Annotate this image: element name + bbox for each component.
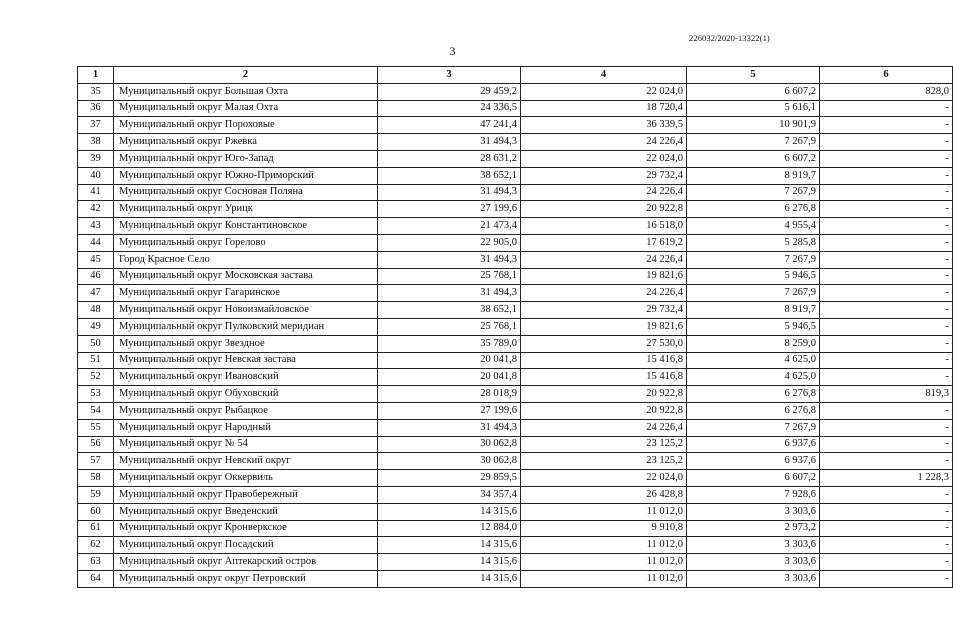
value-cell: 8 259,0 xyxy=(687,335,820,352)
value-cell: 819,3 xyxy=(820,386,953,403)
value-cell: 31 494,3 xyxy=(378,251,521,268)
district-name-cell: Муниципальный округ Константиновское xyxy=(114,218,378,235)
value-cell: 21 473,4 xyxy=(378,218,521,235)
page-number: 3 xyxy=(449,44,456,58)
value-cell: 23 125,2 xyxy=(521,453,687,470)
row-number-cell: 54 xyxy=(78,402,114,419)
value-cell: 5 946,5 xyxy=(687,268,820,285)
table-row xyxy=(78,486,953,503)
value-cell: 22 905,0 xyxy=(378,234,521,251)
row-number-cell: 58 xyxy=(78,470,114,487)
value-cell: 38 652,1 xyxy=(378,167,521,184)
table-row xyxy=(78,436,953,453)
district-name-cell: Муниципальный округ Московская застава xyxy=(114,268,378,285)
value-cell: 30 062,8 xyxy=(378,453,521,470)
value-cell: - xyxy=(820,570,953,587)
column-header: 2 xyxy=(114,67,378,84)
value-cell: 31 494,3 xyxy=(378,184,521,201)
value-cell: - xyxy=(820,218,953,235)
value-cell: 24 226,4 xyxy=(521,251,687,268)
value-cell: 8 919,7 xyxy=(687,167,820,184)
value-cell: 34 357,4 xyxy=(378,486,521,503)
row-number-cell: 39 xyxy=(78,150,114,167)
row-number-cell: 60 xyxy=(78,503,114,520)
table-row xyxy=(78,201,953,218)
value-cell: 3 303,6 xyxy=(687,537,820,554)
district-name-cell: Муниципальный округ Введенский xyxy=(114,503,378,520)
value-cell: 11 012,0 xyxy=(521,570,687,587)
value-cell: - xyxy=(820,537,953,554)
table-row xyxy=(78,537,953,554)
column-header: 1 xyxy=(78,67,114,84)
value-cell: 14 315,6 xyxy=(378,537,521,554)
value-cell: 6 937,6 xyxy=(687,453,820,470)
row-number-cell: 35 xyxy=(78,83,114,100)
value-cell: 26 428,8 xyxy=(521,486,687,503)
value-cell: 24 226,4 xyxy=(521,184,687,201)
value-cell: 6 607,2 xyxy=(687,150,820,167)
column-header: 3 xyxy=(378,67,521,84)
value-cell: 7 267,9 xyxy=(687,184,820,201)
row-number-cell: 36 xyxy=(78,100,114,117)
table-row xyxy=(78,184,953,201)
district-name-cell: Муниципальный округ Кронверкское xyxy=(114,520,378,537)
value-cell: 38 652,1 xyxy=(378,302,521,319)
value-cell: 29 732,4 xyxy=(521,302,687,319)
table-row xyxy=(78,470,953,487)
value-cell: 24 336,5 xyxy=(378,100,521,117)
district-name-cell: Муниципальный округ Урицк xyxy=(114,201,378,218)
district-name-cell: Муниципальный округ Ивановский xyxy=(114,369,378,386)
value-cell: 29 859,5 xyxy=(378,470,521,487)
value-cell: 11 012,0 xyxy=(521,537,687,554)
district-name-cell: Муниципальный округ Южно-Приморский xyxy=(114,167,378,184)
value-cell: - xyxy=(820,486,953,503)
value-cell: - xyxy=(820,184,953,201)
row-number-cell: 42 xyxy=(78,201,114,218)
district-name-cell: Муниципальный округ округ Петровский xyxy=(114,570,378,587)
value-cell: - xyxy=(820,436,953,453)
row-number-cell: 51 xyxy=(78,352,114,369)
row-number-cell: 45 xyxy=(78,251,114,268)
document-number: 226032/2020-13322(1) xyxy=(689,33,770,43)
value-cell: 4 625,0 xyxy=(687,352,820,369)
value-cell: 4 625,0 xyxy=(687,369,820,386)
table-row xyxy=(78,570,953,587)
value-cell: - xyxy=(820,268,953,285)
row-number-cell: 52 xyxy=(78,369,114,386)
row-number-cell: 62 xyxy=(78,537,114,554)
table-row xyxy=(78,352,953,369)
value-cell: 12 884,0 xyxy=(378,520,521,537)
value-cell: 19 821,6 xyxy=(521,318,687,335)
district-name-cell: Муниципальный округ Народный xyxy=(114,419,378,436)
value-cell: 35 789,0 xyxy=(378,335,521,352)
district-name-cell: Муниципальный округ Гагаринское xyxy=(114,285,378,302)
value-cell: 24 226,4 xyxy=(521,419,687,436)
value-cell: 7 267,9 xyxy=(687,251,820,268)
value-cell: - xyxy=(820,167,953,184)
table-row xyxy=(78,369,953,386)
value-cell: 24 226,4 xyxy=(521,285,687,302)
value-cell: 14 315,6 xyxy=(378,570,521,587)
table-row xyxy=(78,167,953,184)
table-row xyxy=(78,117,953,134)
value-cell: 22 024,0 xyxy=(521,150,687,167)
value-cell: - xyxy=(820,352,953,369)
value-cell: 1 228,3 xyxy=(820,470,953,487)
value-cell: - xyxy=(820,234,953,251)
value-cell: 10 901,9 xyxy=(687,117,820,134)
district-name-cell: Муниципальный округ Юго-Запад xyxy=(114,150,378,167)
budget-table xyxy=(77,66,953,588)
district-name-cell: Муниципальный округ Новоизмайловское xyxy=(114,302,378,319)
district-name-cell: Муниципальный округ Малая Охта xyxy=(114,100,378,117)
table-row xyxy=(78,150,953,167)
table-row xyxy=(78,218,953,235)
row-number-cell: 57 xyxy=(78,453,114,470)
row-number-cell: 50 xyxy=(78,335,114,352)
row-number-cell: 63 xyxy=(78,554,114,571)
table-row xyxy=(78,419,953,436)
table-row xyxy=(78,386,953,403)
district-name-cell: Муниципальный округ Невская застава xyxy=(114,352,378,369)
value-cell: 11 012,0 xyxy=(521,554,687,571)
value-cell: - xyxy=(820,285,953,302)
value-cell: 20 922,8 xyxy=(521,201,687,218)
value-cell: 7 267,9 xyxy=(687,419,820,436)
district-name-cell: Муниципальный округ Правобережный xyxy=(114,486,378,503)
value-cell: 7 267,9 xyxy=(687,285,820,302)
table-row xyxy=(78,520,953,537)
value-cell: 29 459,2 xyxy=(378,83,521,100)
value-cell: - xyxy=(820,520,953,537)
table-row xyxy=(78,234,953,251)
value-cell: - xyxy=(820,302,953,319)
value-cell: 28 631,2 xyxy=(378,150,521,167)
value-cell: 28 018,9 xyxy=(378,386,521,403)
value-cell: - xyxy=(820,453,953,470)
district-name-cell: Муниципальный округ Рыбацкое xyxy=(114,402,378,419)
row-number-cell: 64 xyxy=(78,570,114,587)
value-cell: 9 910,8 xyxy=(521,520,687,537)
value-cell: - xyxy=(820,554,953,571)
value-cell: 25 768,1 xyxy=(378,268,521,285)
value-cell: - xyxy=(820,150,953,167)
value-cell: - xyxy=(820,201,953,218)
value-cell: 23 125,2 xyxy=(521,436,687,453)
row-number-cell: 55 xyxy=(78,419,114,436)
value-cell: 6 276,8 xyxy=(687,386,820,403)
table-row xyxy=(78,302,953,319)
value-cell: 3 303,6 xyxy=(687,554,820,571)
value-cell: - xyxy=(820,117,953,134)
row-number-cell: 46 xyxy=(78,268,114,285)
district-name-cell: Муниципальный округ Аптекарский остров xyxy=(114,554,378,571)
value-cell: 7 267,9 xyxy=(687,134,820,151)
value-cell: 14 315,6 xyxy=(378,554,521,571)
row-number-cell: 41 xyxy=(78,184,114,201)
table-row xyxy=(78,83,953,100)
value-cell: 22 024,0 xyxy=(521,83,687,100)
value-cell: 20 922,8 xyxy=(521,386,687,403)
value-cell: 29 732,4 xyxy=(521,167,687,184)
value-cell: 5 285,8 xyxy=(687,234,820,251)
row-number-cell: 47 xyxy=(78,285,114,302)
row-number-cell: 38 xyxy=(78,134,114,151)
district-name-cell: Муниципальный округ Звездное xyxy=(114,335,378,352)
value-cell: 3 303,6 xyxy=(687,570,820,587)
row-number-cell: 43 xyxy=(78,218,114,235)
column-header: 5 xyxy=(687,67,820,84)
value-cell: 15 416,8 xyxy=(521,352,687,369)
value-cell: 6 937,6 xyxy=(687,436,820,453)
value-cell: 36 339,5 xyxy=(521,117,687,134)
value-cell: 20 041,8 xyxy=(378,369,521,386)
value-cell: 15 416,8 xyxy=(521,369,687,386)
district-name-cell: Муниципальный округ Горелово xyxy=(114,234,378,251)
district-name-cell: Город Красное Село xyxy=(114,251,378,268)
district-name-cell: Муниципальный округ Большая Охта xyxy=(114,83,378,100)
table-row xyxy=(78,134,953,151)
table-row xyxy=(78,285,953,302)
value-cell: - xyxy=(820,335,953,352)
table-body xyxy=(78,83,953,587)
value-cell: 4 955,4 xyxy=(687,218,820,235)
table-row xyxy=(78,335,953,352)
value-cell: 6 276,8 xyxy=(687,201,820,218)
value-cell: 11 012,0 xyxy=(521,503,687,520)
value-cell: 6 607,2 xyxy=(687,83,820,100)
value-cell: - xyxy=(820,419,953,436)
value-cell: 24 226,4 xyxy=(521,134,687,151)
value-cell: 27 530,0 xyxy=(521,335,687,352)
district-name-cell: Муниципальный округ № 54 xyxy=(114,436,378,453)
district-name-cell: Муниципальный округ Оккервиль xyxy=(114,470,378,487)
row-number-cell: 61 xyxy=(78,520,114,537)
value-cell: 27 199,6 xyxy=(378,201,521,218)
value-cell: 17 619,2 xyxy=(521,234,687,251)
value-cell: 20 041,8 xyxy=(378,352,521,369)
value-cell: 27 199,6 xyxy=(378,402,521,419)
row-number-cell: 40 xyxy=(78,167,114,184)
district-name-cell: Муниципальный округ Сосновая Поляна xyxy=(114,184,378,201)
value-cell: - xyxy=(820,369,953,386)
value-cell: 8 919,7 xyxy=(687,302,820,319)
value-cell: 31 494,3 xyxy=(378,134,521,151)
value-cell: 30 062,8 xyxy=(378,436,521,453)
table-row xyxy=(78,503,953,520)
table-row xyxy=(78,251,953,268)
value-cell: - xyxy=(820,503,953,520)
district-name-cell: Муниципальный округ Ржевка xyxy=(114,134,378,151)
district-name-cell: Муниципальный округ Посадский xyxy=(114,537,378,554)
value-cell: - xyxy=(820,251,953,268)
value-cell: 25 768,1 xyxy=(378,318,521,335)
value-cell: 19 821,6 xyxy=(521,268,687,285)
value-cell: - xyxy=(820,402,953,419)
value-cell: 828,0 xyxy=(820,83,953,100)
row-number-cell: 59 xyxy=(78,486,114,503)
value-cell: - xyxy=(820,134,953,151)
value-cell: 14 315,6 xyxy=(378,503,521,520)
table-header-row xyxy=(78,67,953,84)
table-row xyxy=(78,453,953,470)
table-row xyxy=(78,100,953,117)
table-row xyxy=(78,268,953,285)
value-cell: 20 922,8 xyxy=(521,402,687,419)
table-row xyxy=(78,554,953,571)
value-cell: 6 607,2 xyxy=(687,470,820,487)
district-name-cell: Муниципальный округ Пороховые xyxy=(114,117,378,134)
row-number-cell: 56 xyxy=(78,436,114,453)
value-cell: 6 276,8 xyxy=(687,402,820,419)
value-cell: 16 518,0 xyxy=(521,218,687,235)
column-header: 4 xyxy=(521,67,687,84)
value-cell: 5 616,1 xyxy=(687,100,820,117)
value-cell: 7 928,6 xyxy=(687,486,820,503)
table-row xyxy=(78,318,953,335)
row-number-cell: 44 xyxy=(78,234,114,251)
value-cell: 5 946,5 xyxy=(687,318,820,335)
row-number-cell: 37 xyxy=(78,117,114,134)
value-cell: 31 494,3 xyxy=(378,419,521,436)
row-number-cell: 48 xyxy=(78,302,114,319)
value-cell: 22 024,0 xyxy=(521,470,687,487)
district-name-cell: Муниципальный округ Обуховский xyxy=(114,386,378,403)
district-name-cell: Муниципальный округ Пулковский меридиан xyxy=(114,318,378,335)
value-cell: 18 720,4 xyxy=(521,100,687,117)
row-number-cell: 49 xyxy=(78,318,114,335)
table-row xyxy=(78,402,953,419)
value-cell: 47 241,4 xyxy=(378,117,521,134)
value-cell: - xyxy=(820,100,953,117)
district-name-cell: Муниципальный округ Невский округ xyxy=(114,453,378,470)
value-cell: 31 494,3 xyxy=(378,285,521,302)
column-header: 6 xyxy=(820,67,953,84)
row-number-cell: 53 xyxy=(78,386,114,403)
value-cell: 3 303,6 xyxy=(687,503,820,520)
value-cell: - xyxy=(820,318,953,335)
value-cell: 2 973,2 xyxy=(687,520,820,537)
